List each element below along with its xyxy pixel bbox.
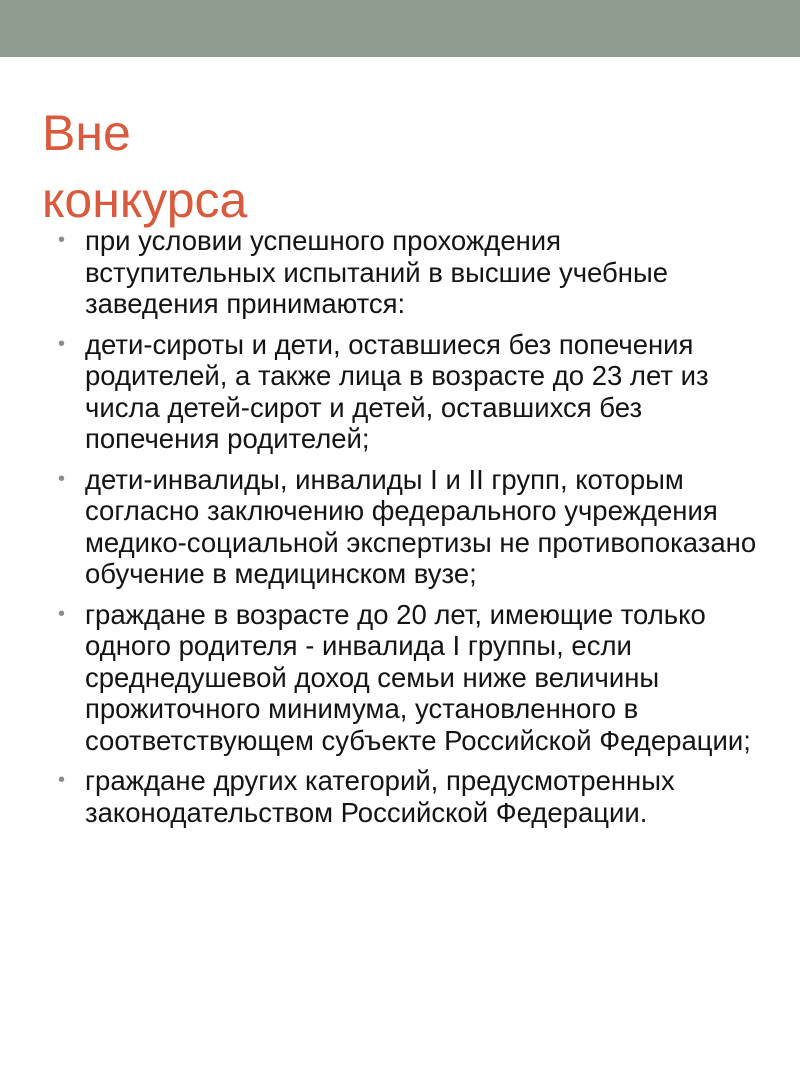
list-item-text: дети-инвалиды, инвалиды I и II групп, которым согласно заключению федерального учреждения медико-социальной экспертизы не противопоказано обучение в медицинском вузе; bbox=[85, 463, 757, 589]
bullet-icon: • bbox=[58, 332, 66, 355]
slide-title-line-2: конкурса bbox=[42, 172, 248, 228]
list-item-text: дети-сироты и дети, оставшиеся без попечения родителей, а также лица в возрасте до 23 лет из числа детей-сирот и детей, оставшихся без попечения родителей; bbox=[85, 328, 709, 454]
list-item bbox=[58, 599, 758, 757]
bullet-icon: • bbox=[58, 229, 66, 251]
bullet-list bbox=[58, 225, 758, 837]
bullet-icon: • bbox=[58, 467, 66, 490]
slide-title bbox=[42, 100, 247, 234]
list-item-text: при условии успешного прохождения вступительных испытаний в высшие учебные заведения принимаются: bbox=[85, 225, 669, 319]
bullet-icon: • bbox=[58, 769, 66, 791]
list-item-text: граждане других категорий, предусмотренных законодательством Российской Федерации. bbox=[85, 765, 675, 828]
list-item bbox=[58, 329, 758, 455]
bullet-icon: • bbox=[58, 602, 66, 625]
list-item bbox=[58, 464, 758, 590]
list-item-text: граждане в возрасте до 20 лет, имеющие только одного родителя - инвалида I группы, если среднедушевой доход семьи ниже величины прожиточного минимума, установленного в соответствующем субъекте Российской Федерации; bbox=[85, 598, 751, 756]
top-decorative-band bbox=[0, 0, 800, 57]
slide-title-line-1: Вне bbox=[42, 105, 131, 161]
list-item bbox=[58, 765, 758, 828]
list-item bbox=[58, 225, 758, 320]
